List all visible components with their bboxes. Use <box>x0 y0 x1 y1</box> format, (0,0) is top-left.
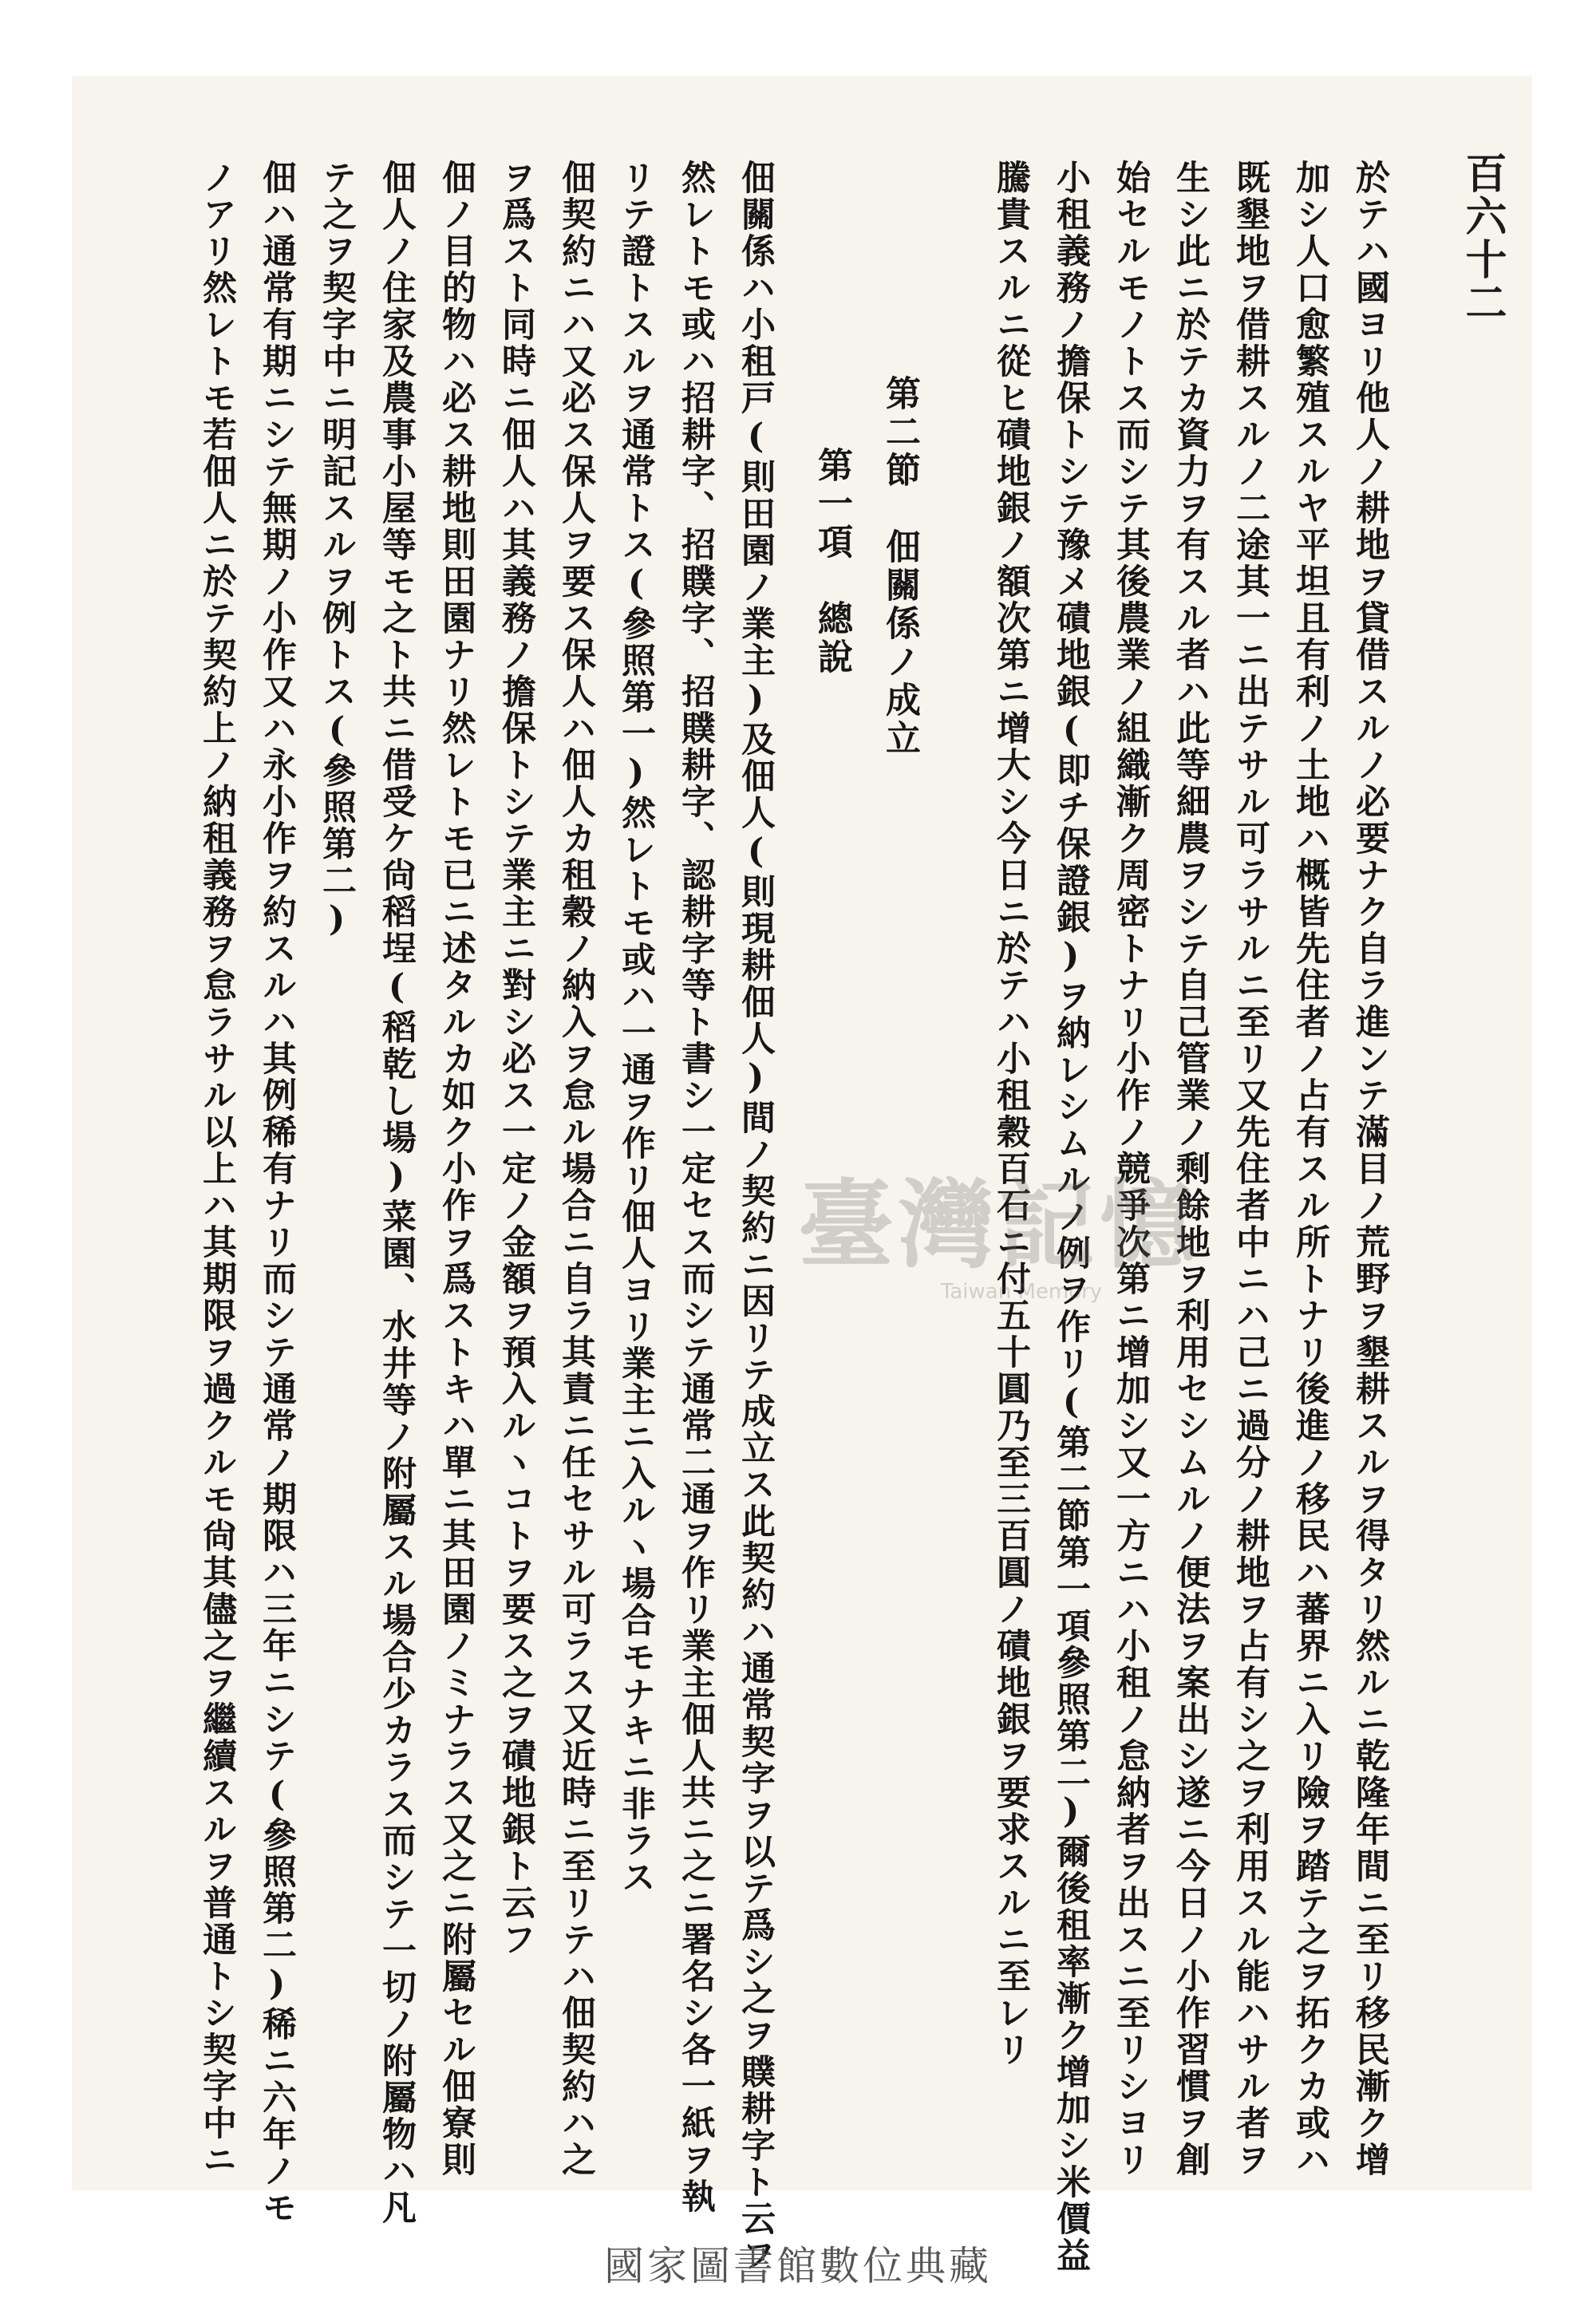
text-column-8: 佃關係ハ小租戸(則田園ノ業主)及佃人(則現耕佃人)間ノ契約ニ因リテ成立ス此契約ハ通常契字ヲ以テ爲シ之ヲ贌耕字ト云フ <box>736 160 776 2274</box>
text-column-12: ヲ爲スト同時ニ佃人ハ其義務ノ擔保トシテ業主ニ對シ必ス一定ノ金額ヲ預入ルヽコトヲ要ス之ヲ磧地銀ト云フ <box>496 160 536 1958</box>
text-column-9: 然レトモ或ハ招耕字、招贌字、招贌耕字、認耕字等ト書シ一定セス而シテ通常二通ヲ作リ業主佃人共ニ之ニ署名シ各一紙ヲ執 <box>676 160 716 2215</box>
text-column-16: 佃ハ通常有期ニシテ無期ノ小作又ハ永小作ヲ約スルハ其例稀有ナリ而シテ通常ノ期限ハ三年ニシテ(參照第二)稀ニ六年ノモ <box>257 160 297 2226</box>
text-column-5: 始セルモノトス而シテ其後農業ノ組織漸ク周密トナリ小作ノ競爭次第ニ增加シ又一方ニハ小租ノ怠納者ヲ出スニ至リシヨリ <box>1111 160 1151 2178</box>
text-column-3: 既墾地ヲ借耕スルノ二途其一ニ出テサル可ラサルニ至リ又先住者中ニハ己ニ過分ノ耕地ヲ占有シ之ヲ利用スル能ハサル者ヲ <box>1231 160 1270 2178</box>
section-heading: 第二節 佃關係ノ成立 <box>879 375 920 758</box>
text-column-4: 生シ此ニ於テカ資力ヲ有スル者ハ此等細農ヲシテ自己管業ノ剩餘地ヲ利用セシムルノ便法ヲ案出シ遂ニ今日ノ小作習慣ヲ創 <box>1171 160 1211 2178</box>
text-column-10: リテ證トスルヲ通常トス(參照第一)然レトモ或ハ一通ヲ作リ佃人ヨリ業主ニ入ルヽ場合モナキニ非ラス <box>616 160 656 1896</box>
text-column-1: 於テハ國ヨリ他人ノ耕地ヲ貸借スルノ必要ナク自ラ進ンテ滿目ノ荒野ヲ墾耕スルヲ得タリ然ルニ乾隆年間ニ至リ移民漸ク增 <box>1350 160 1390 2178</box>
watermark-subtitle: Taiwan Memory <box>940 1280 1103 1304</box>
text-column-2: 加シ人口愈繁殖スルヤ平坦且有利ノ土地ハ概皆先住者ノ占有スル所トナリ後進ノ移民ハ蕃界ニ入リ險ヲ踏テ之ヲ拓クカ或ハ <box>1290 160 1330 2178</box>
page-number: 百六十二 <box>1458 152 1507 324</box>
text-column-17: ノアリ然レトモ若佃人ニ於テ契約上ノ納租義務ヲ怠ラサル以上ハ其期限ヲ過クルモ尙其儘之ヲ繼續スルヲ普通トシ契字中ニ <box>197 160 237 2178</box>
watermark-title: 臺灣記憶 <box>798 1169 1200 1281</box>
text-column-13: 佃ノ目的物ハ必ス耕地則田園ナリ然レトモ已ニ述タルカ如ク小作ヲ爲ストキハ單ニ其田園ノミナラス又之ニ附屬セル佃寮則 <box>437 160 476 2178</box>
text-column-14: 佃人ノ住家及農事小屋等モ之ト共ニ借受ケ尙稻埕(稻乾し場)菜園、水井等ノ附屬スル場合少カラス而シテ一切ノ附屬物ハ凡 <box>377 160 417 2226</box>
footer-credit: 國家圖書館數位典藏 <box>604 2243 992 2289</box>
text-column-15: テ之ヲ契字中ニ明記スルヲ例トス(參照第二) <box>317 160 357 942</box>
text-column-7: 騰貴スルニ從ヒ磧地銀ノ額次第ニ增大シ今日ニ於テハ小租穀百石ニ付五十圓乃至三百圓ノ磧地銀ヲ要求スルニ至レリ <box>991 160 1031 2068</box>
text-column-11: 佃契約ニハ又必ス保人ヲ要ス保人ハ佃人カ租穀ノ納入ヲ怠ル場合ニ自ラ其責ニ任セサル可ラス又近時ニ至リテハ佃契約ハ之 <box>556 160 596 2178</box>
subsection-heading: 第一項 總說 <box>812 447 852 677</box>
text-column-6: 小租義務ノ擔保トシテ豫メ磧地銀(即チ保證銀)ヲ納レシムルノ例ヲ作リ(第二節第一項參照第二)爾後租率漸ク增加シ米價益 <box>1051 160 1091 2274</box>
